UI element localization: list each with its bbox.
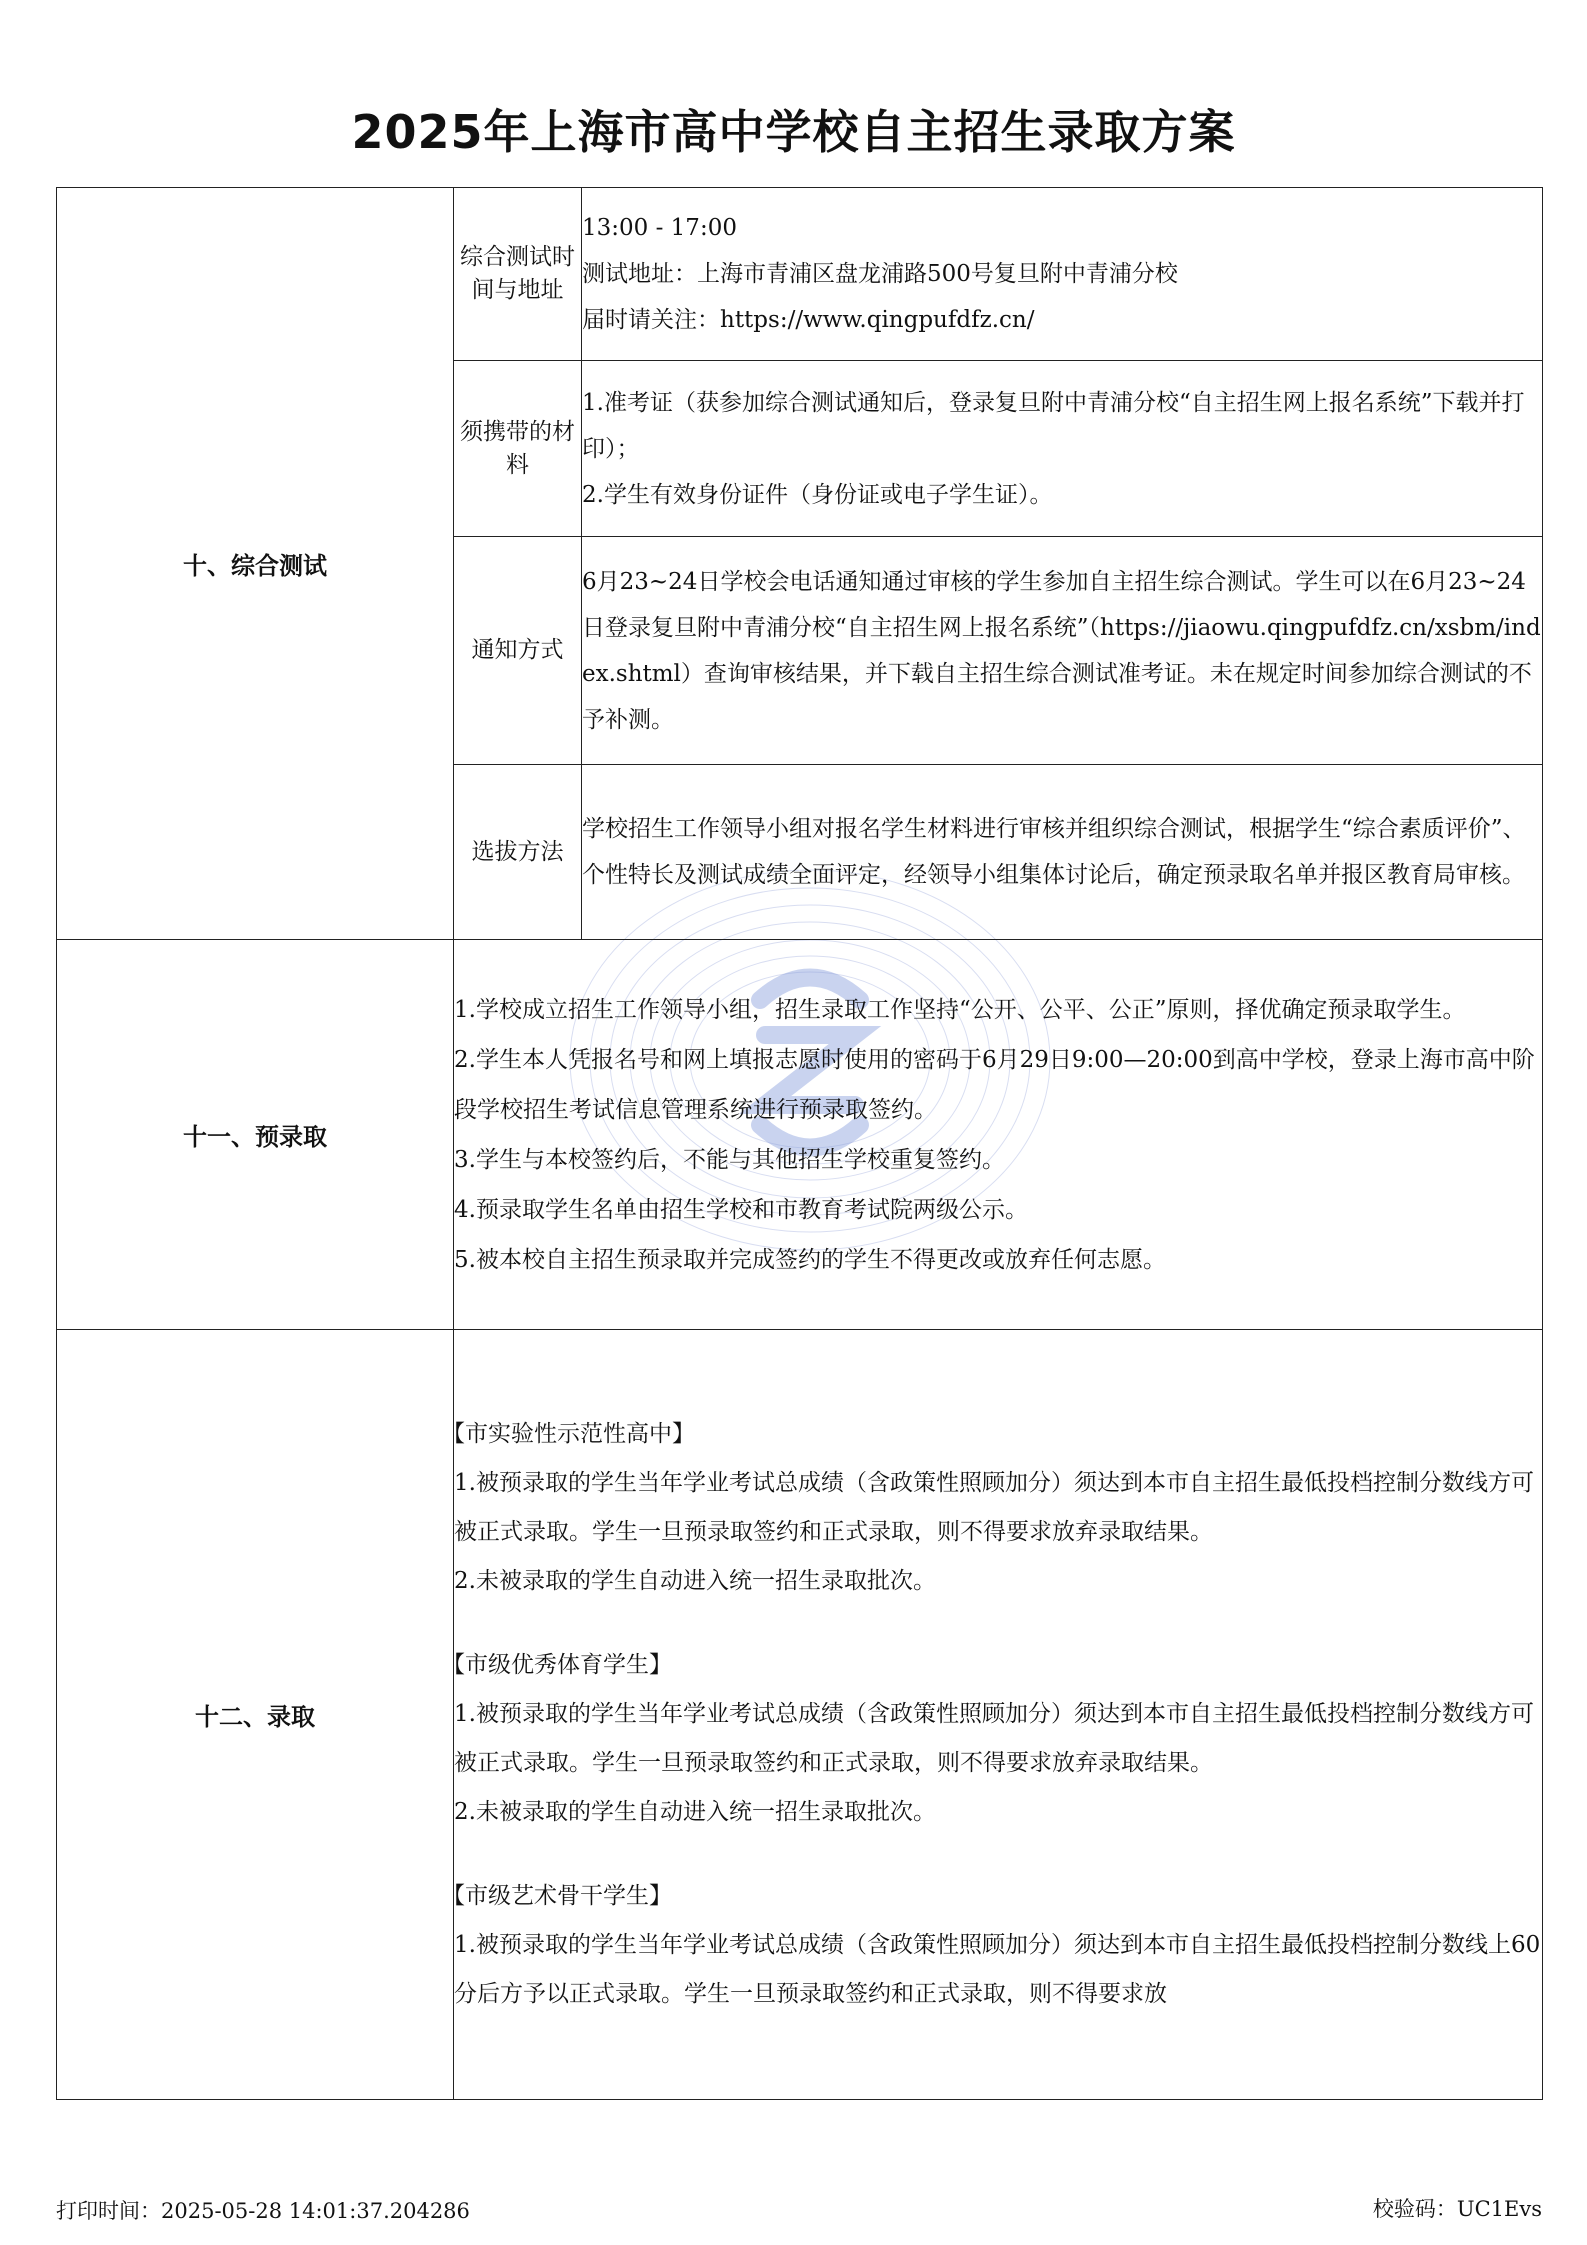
section-11-content	[454, 940, 1543, 1330]
admission-table	[56, 187, 1543, 2100]
test-website-line: 届时请关注：https://www.qingpufdfz.cn/	[582, 307, 1035, 333]
section-12-title: 十二、录取	[57, 1330, 454, 2100]
group-heading: 【市实验性示范性高中】	[442, 1421, 695, 1447]
group-item: 1.被预录取的学生当年学业考试总成绩（含政策性照顾加分）须达到本市自主招生最低投档控制分数线方可被正式录取。学生一旦预录取签约和正式录取，则不得要求放弃录取结果。	[454, 1470, 1534, 1545]
pre-admission-item: 5.被本校自主招生预录取并完成签约的学生不得更改或放弃任何志愿。	[454, 1246, 1166, 1273]
row-label-materials: 须携带的材料	[454, 361, 582, 537]
row-label-test-time: 综合测试时间与地址	[454, 188, 582, 361]
section-11-title: 十一、预录取	[57, 940, 454, 1330]
test-address-line: 测试地址：上海市青浦区盘龙浦路500号复旦附中青浦分校	[582, 261, 1178, 287]
pre-admission-item: 2.学生本人凭报名号和网上填报志愿时使用的密码于6月29日9:00—20:00到高中学校，登录上海市高中阶段学校招生考试信息管理系统进行预录取签约。	[454, 1046, 1535, 1123]
row-content-materials	[582, 361, 1543, 537]
materials-line-1: 1.准考证（获参加综合测试通知后，登录复旦附中青浦分校“自主招生网上报名系统”下载并打印）；	[582, 389, 1525, 462]
section-12-content	[442, 1330, 1543, 2100]
materials-line-2: 2.学生有效身份证件（身份证或电子学生证）。	[582, 481, 1053, 508]
pre-admission-item: 3.学生与本校签约后，不能与其他招生学校重复签约。	[454, 1146, 1005, 1173]
row-label-notification: 通知方式	[454, 537, 582, 765]
group-item: 1.被预录取的学生当年学业考试总成绩（含政策性照顾加分）须达到本市自主招生最低投档控制分数线方可被正式录取。学生一旦预录取签约和正式录取，则不得要求放弃录取结果。	[454, 1701, 1534, 1776]
notification-text: 6月23~24日学校会电话通知通过审核的学生参加自主招生综合测试。学生可以在6月23~24日登录复旦附中青浦分校“自主招生网上报名系统”（https://jiaowu.qingpufdfz.cn/xsbm/index.shtml）查询审核结果，并下载自主招生综合测试准考证。未在规定时间参加综合测试的不予补测。	[582, 568, 1541, 733]
row-label-selection: 选拔方法	[454, 765, 582, 940]
row-content-selection	[582, 765, 1543, 940]
row-content-notification	[582, 537, 1543, 765]
section-10-title: 十、综合测试	[57, 188, 454, 940]
test-time-line: 13:00 - 17:00	[582, 215, 737, 241]
group-heading: 【市级艺术骨干学生】	[442, 1883, 672, 1909]
group-item: 2.未被录取的学生自动进入统一招生录取批次。	[454, 1568, 936, 1594]
selection-text: 学校招生工作领导小组对报名学生材料进行审核并组织综合测试，根据学生“综合素质评价”、个性特长及测试成绩全面评定，经领导小组集体讨论后，确定预录取名单并报区教育局审核。	[582, 816, 1526, 888]
check-code: 校验码：UC1Evs	[1372, 2197, 1542, 2221]
print-time: 打印时间：2025-05-28 14:01:37.204286	[56, 2199, 470, 2223]
page-title: 2025年上海市高中学校自主招生录取方案	[351, 105, 1236, 159]
pre-admission-item: 1.学校成立招生工作领导小组，招生录取工作坚持“公开、公平、公正”原则，择优确定预录取学生。	[454, 996, 1466, 1023]
group-heading: 【市级优秀体育学生】	[442, 1652, 672, 1678]
group-item: 1.被预录取的学生当年学业考试总成绩（含政策性照顾加分）须达到本市自主招生最低投档控制分数线上60分后方予以正式录取。学生一旦预录取签约和正式录取，则不得要求放	[454, 1932, 1541, 2007]
group-item: 2.未被录取的学生自动进入统一招生录取批次。	[454, 1799, 936, 1825]
pre-admission-item: 4.预录取学生名单由招生学校和市教育考试院两级公示。	[454, 1196, 1028, 1223]
row-content-test-time	[582, 188, 1543, 361]
